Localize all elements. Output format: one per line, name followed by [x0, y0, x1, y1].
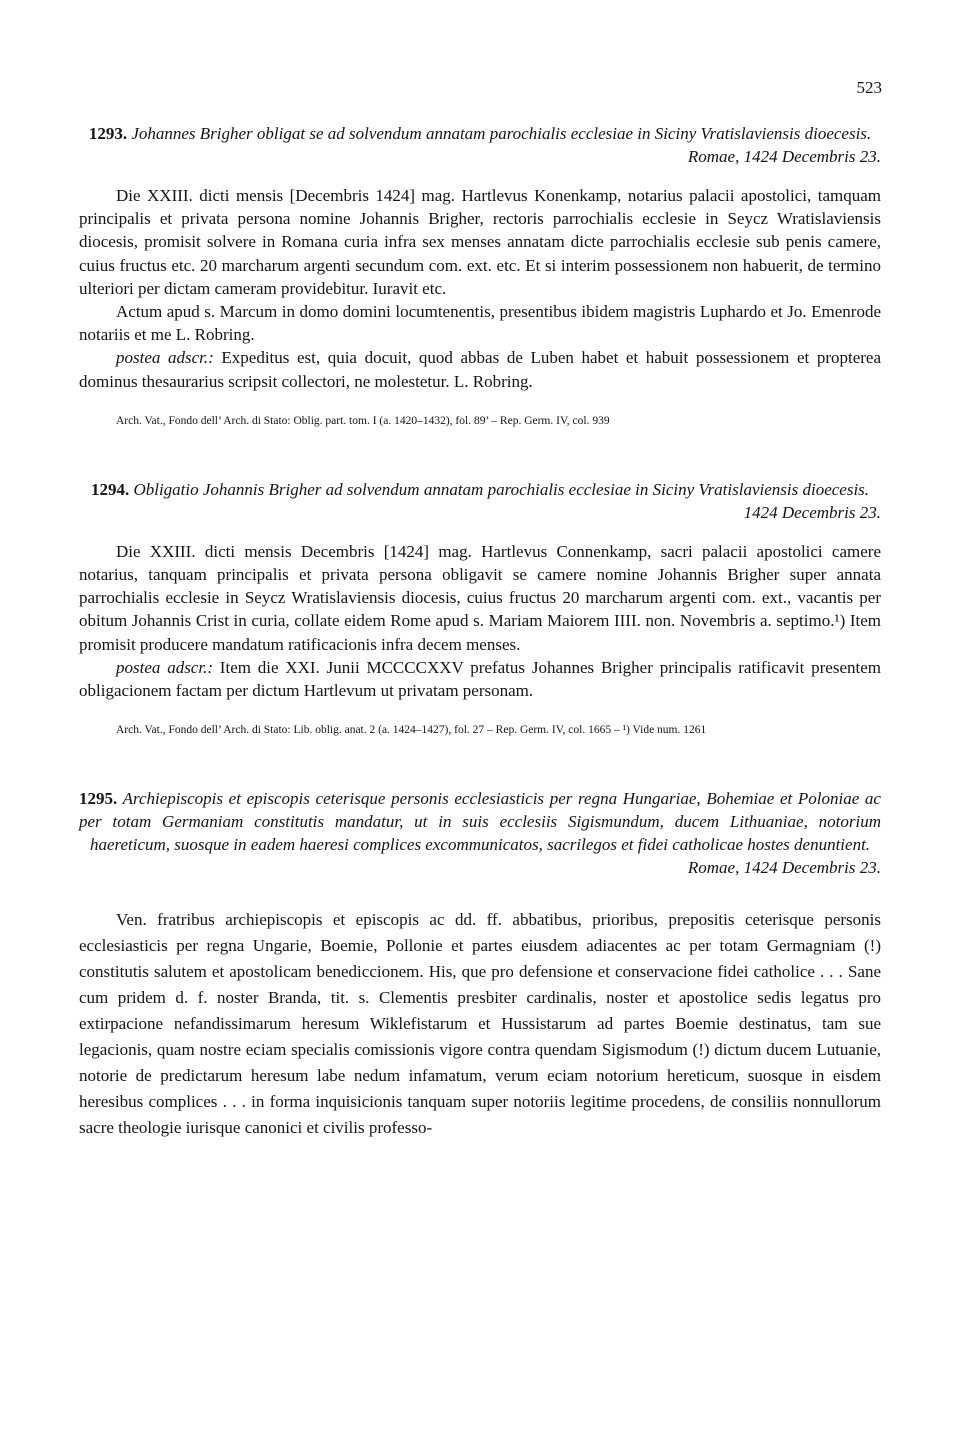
postea-note	[79, 346, 881, 392]
entry-1295	[79, 787, 881, 1141]
entry-heading	[79, 787, 881, 856]
entry-date: Romae, 1424 Decembris 23.	[687, 147, 881, 166]
body-paragraph: Actum apud s. Marcum in domo domini locumtenentis, presentibus ibidem magistris Luphardo et Jo. Emenrode notariis et me L. Robring.	[79, 302, 881, 345]
entry-title: Obligatio Johannis Brigher ad solvendum annatam parochialis ecclesiae in Siciny Vratislaviensis dioecesis.	[133, 479, 870, 499]
entry-1293	[79, 122, 881, 432]
source-reference: Arch. Vat., Fondo dell’ Arch. di Stato: Lib. oblig. anat. 2 (a. 1424–1427), fol. 27 – Rep. Germ. IV, col. 1665 – ¹) Vide num. 1261	[116, 724, 707, 737]
entry-1294	[79, 478, 881, 741]
entry-title: Archiepiscopis et episcopis ceterisque personis ecclesiasticis per regna Hungariae, Bohemiae et Poloniae ac per totam Germaniam constitutis mandatur, ut in suis ecclesiis Sigismundum, ducem Lithuaniae, notorium haereticum, suosque in eadem haeresi complices excommunicatos, sacrilegos et fidei catholicae hostes denuntient.	[79, 789, 881, 855]
entry-title: Johannes Brigher obligat se ad solvendum annatam parochialis ecclesiae in Siciny Vratislaviensis dioecesis.	[131, 124, 872, 143]
postea-label: postea adscr.:	[116, 348, 214, 368]
source-reference: Arch. Vat., Fondo dell’ Arch. di Stato: Oblig. part. tom. I (a. 1420–1432), fol. 89’ – Rep. Germ. IV, col. 939	[116, 414, 610, 427]
entry-date: Romae, 1424 Decembris 23.	[687, 858, 881, 878]
postea-text: Item die XXI. Junii MCCCCXXV prefatus Johannes Brigher principalis ratificavit presentem obligacionem factam per dictum Hartlevum ut privatam personam.	[79, 657, 881, 701]
page-number: 523	[856, 78, 882, 97]
body-paragraph: Ven. fratribus archiepiscopis et episcopis ac dd. ff. abbatibus, prioribus, prepositis ceterisque personis ecclesiasticis per regna Ungarie, Boemie, Pollonie et partes eiusdem adiacentes ac per totam Germagniam (!) constitutis salutem et apostolicam benediccionem. His, que pro defensione et conservacione fidei catholice . . . Sane cum pridem d. f. noster Branda, tit. s. Clementis presbiter cardinalis, noster et apostolice sedis legatus pro extirpacione nefandissimarum heresum Wiklefistarum et Hussistarum ad partes Boemie destinatus, tam sue legacionis, quam nostre eciam specialis comissionis vigore contra quendam Sigismodum (!) dictum ducem Lutuanie, notorie de predictarum heresum labe nedum infamatum, verum eciam notorium hereticum, suosque in eisdem heresibus complices . . . in forma inquisicionis tanquam super notoriis legitime procedens, de consiliis nonnullorum sacre theologie iurisque canonici et civilis professo-	[79, 910, 881, 1138]
postea-text: Expeditus est, quia docuit, quod abbas de Luben habet et habuit possessionem et propterea dominus thesaurarius scripsit collectori, ne molestetur. L. Robring.	[79, 348, 881, 391]
entry-number: 1294.	[90, 479, 130, 499]
postea-label: postea adscr.:	[116, 657, 213, 677]
entry-body	[79, 184, 881, 393]
entry-body	[79, 907, 881, 1141]
body-paragraph: Die XXIII. dicti mensis [Decembris 1424] mag. Hartlevus Konenkamp, notarius palacii apostolici, tamquam principalis et privata persona nomine Johannis Brigher, rectoris parrochialis ecclesie in Seycz Wratislaviensis diocesis, promisit solvere in Romana curia infra sex menses annatam dicte parrochialis ecclesie sub penis camere, cuius fructus etc. 20 marcharum argenti secundum com. ext. etc. Et si interim possessionem non habuerit, de termino ulteriori per dictam cameram providebitur. Iuravit etc.	[79, 186, 881, 298]
entry-number: 1295.	[79, 789, 118, 809]
entry-heading	[79, 122, 881, 145]
body-paragraph: Die XXIII. dicti mensis Decembris [1424] mag. Hartlevus Connenkamp, sacri palacii apostolici camere notarius, tanquam principalis et privata persona obligavit se camere nomine Johannis Brigher super annata parrochialis ecclesie in Seycz Wratislaviensis diocesis, cuius fructus 20 marcharum argenti com. ext., vacantis per obitum Johannis Crist in curia, collate eidem Rome apud s. Mariam Maiorem IIII. non. Novembris a. septimo.¹) Item promisit producere mandatum ratificacionis infra decem menses.	[79, 541, 881, 654]
entry-body	[79, 540, 881, 702]
entry-number: 1293.	[88, 124, 128, 143]
entry-date: 1424 Decembris 23.	[743, 502, 881, 522]
postea-note	[79, 656, 881, 702]
entry-heading	[79, 478, 881, 501]
page-content	[79, 122, 881, 1141]
